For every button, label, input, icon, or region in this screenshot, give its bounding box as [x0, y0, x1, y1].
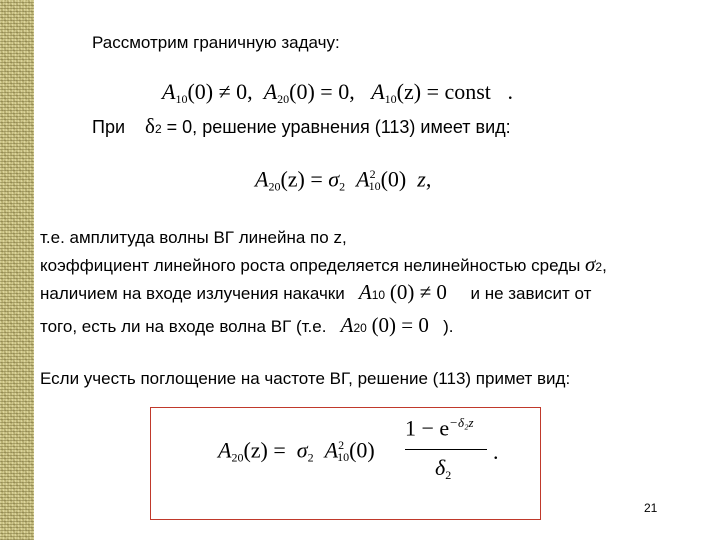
explanation-line-2: коэффициент линейного роста определяется нелинейностью среды σ2, — [40, 252, 607, 276]
absorption-line: Если учесть поглощение на частоте ВГ, решение (113) примет вид: — [40, 369, 571, 388]
explanation-line-1: т.е. амплитуда волны ВГ линейна по z, — [40, 228, 347, 247]
fraction-numerator: $1 - e^{-\delta_2z}$ — [405, 415, 474, 441]
fraction-bar — [405, 449, 487, 450]
page-number: 21 — [644, 501, 658, 515]
decorative-side-strip — [0, 0, 34, 540]
fraction-denominator: $\delta_2$ — [435, 455, 452, 482]
boundary-conditions: $A_{10}(0) \ne 0$, $A_{20}(0) = 0$, $A_{10}(z)$ = const . — [162, 79, 513, 106]
solution-equation-absorption: $A_{20}(z) = \sigma_2$ $A^2_{10}(0)$ — [218, 437, 375, 465]
solution-equation-linear: $A_{20}(z) = \sigma_2$ $A^2_{10}(0)$ z, — [255, 166, 432, 194]
explanation-line-4: того, есть ли на входе волна ВГ (т.е. A20 (0) = 0 ). — [40, 313, 454, 337]
intro-line: Рассмотрим граничную задачу: — [92, 33, 340, 52]
equation-period: . — [493, 439, 499, 464]
absorption-fraction — [405, 415, 487, 487]
explanation-line-3: наличием на входе излучения накачки A10 (0) ≠ 0 и не зависит от — [40, 280, 592, 304]
case-delta-zero-line: При δ2 = 0, решение уравнения (113) имеет вид: — [92, 114, 511, 138]
